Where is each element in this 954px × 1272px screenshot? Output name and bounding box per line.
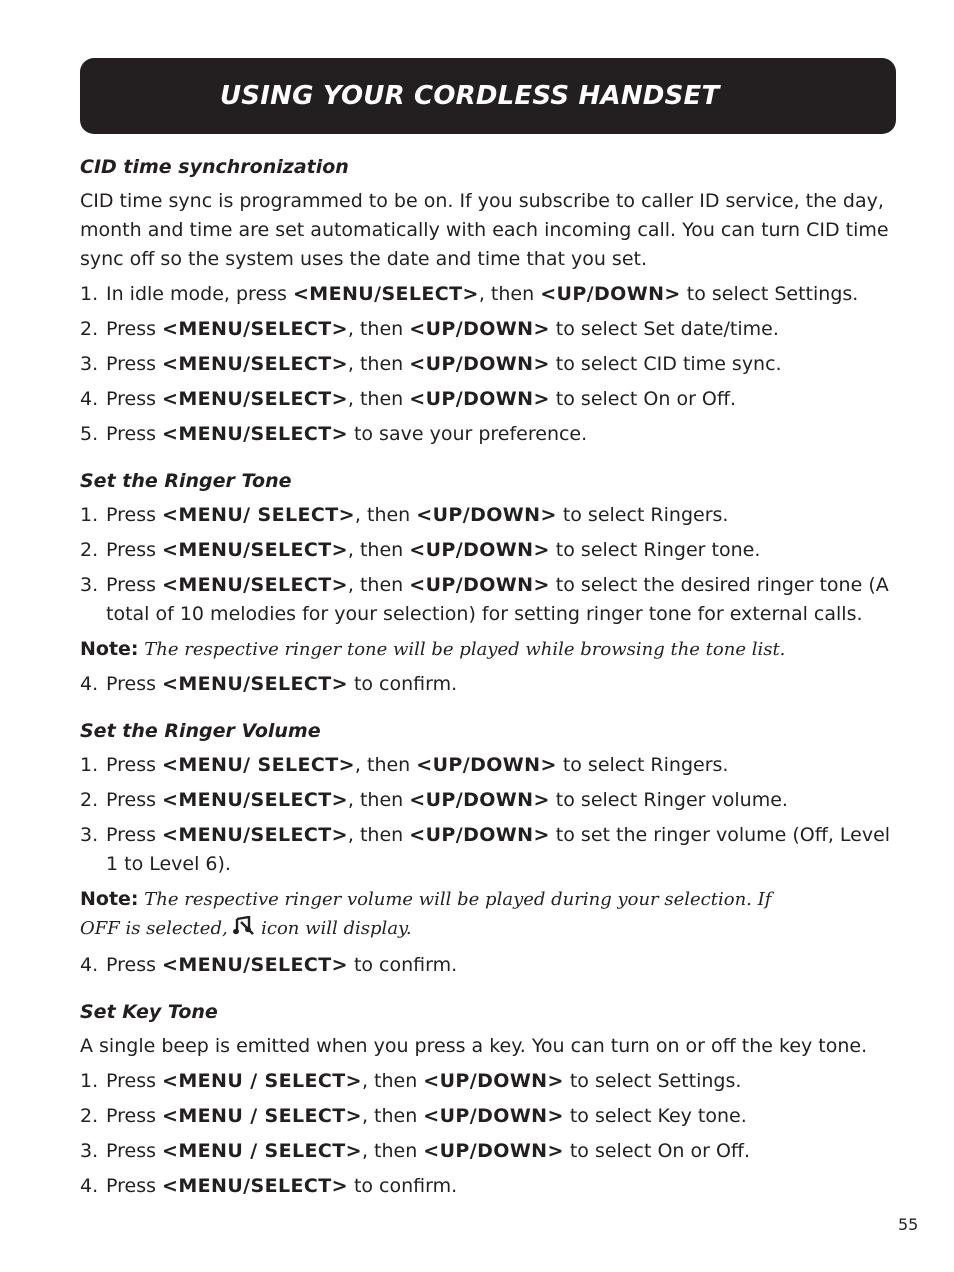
step-item: 1. Press <MENU / SELECT>, then <UP/DOWN> to select Settings. [80,1070,742,1092]
heading-ringer-tone: Set the Ringer Tone [80,470,292,492]
page-title: USING YOUR CORDLESS HANDSET [220,81,720,111]
section-banner [80,58,896,134]
key-tone-intro: A single beep is emitted when you press a key. You can turn on or off the key tone. [80,1035,868,1057]
step-item: 2. Press <MENU/SELECT>, then <UP/DOWN> to select Ringer tone. [80,539,761,561]
ringer-volume-steps-cont [80,951,904,980]
step-item: 4. Press <MENU/SELECT> to confirm. [80,954,458,976]
step-item: 5. Press <MENU/SELECT> to save your preference. [80,423,588,445]
ringer-tone-note: Note: The respective ringer tone will be played while browsing the tone list. [80,638,786,660]
cid-steps [80,280,904,449]
ringer-tone-steps [80,501,904,629]
ringer-volume-note: Note: The respective ringer volume will be played during your selection. If OFF is selected, icon will display. [80,885,800,945]
step-item: 2. Press <MENU/SELECT>, then <UP/DOWN> to select Set date/time. [80,318,779,340]
step-item: 3. Press <MENU/SELECT>, then <UP/DOWN> to set the ringer volume (Off, Level 1 to Level 6). [80,824,891,875]
step-item: 3. Press <MENU/SELECT>, then <UP/DOWN> to select CID time sync. [80,353,782,375]
key-tone-steps [80,1067,904,1201]
heading-cid-sync: CID time synchronization [80,156,349,178]
step-item: 1. Press <MENU/ SELECT>, then <UP/DOWN> to select Ringers. [80,754,729,776]
ringer-volume-steps [80,751,904,879]
step-item: 3. Press <MENU / SELECT>, then <UP/DOWN> to select On or Off. [80,1140,751,1162]
ringer-tone-steps-cont [80,670,904,699]
step-item: 3. Press <MENU/SELECT>, then <UP/DOWN> to select the desired ringer tone (A total of 10 melodies for your selection) for setting ringer tone for external calls. [80,574,889,625]
step-item: 2. Press <MENU / SELECT>, then <UP/DOWN> to select Key tone. [80,1105,747,1127]
step-item: 1. Press <MENU/ SELECT>, then <UP/DOWN> to select Ringers. [80,504,729,526]
heading-ringer-volume: Set the Ringer Volume [80,720,321,742]
heading-key-tone: Set Key Tone [80,1001,218,1023]
step-item: 4. Press <MENU/SELECT> to confirm. [80,1175,458,1197]
step-item: 4. Press <MENU/SELECT>, then <UP/DOWN> to select On or Off. [80,388,737,410]
page-number: 55 [898,1215,919,1234]
cid-intro: CID time sync is programmed to be on. If you subscribe to caller ID service, the day, month and time are set automatically with each incoming call. You can turn CID time sync off so the system uses the date and time that you set. [80,190,889,270]
step-item: 2. Press <MENU/SELECT>, then <UP/DOWN> to select Ringer volume. [80,789,788,811]
page-content [80,148,904,1207]
ringer-off-icon [233,916,255,945]
step-item: 4. Press <MENU/SELECT> to confirm. [80,673,458,695]
step-item: 1. In idle mode, press <MENU/SELECT>, then <UP/DOWN> to select Settings. [80,283,859,305]
